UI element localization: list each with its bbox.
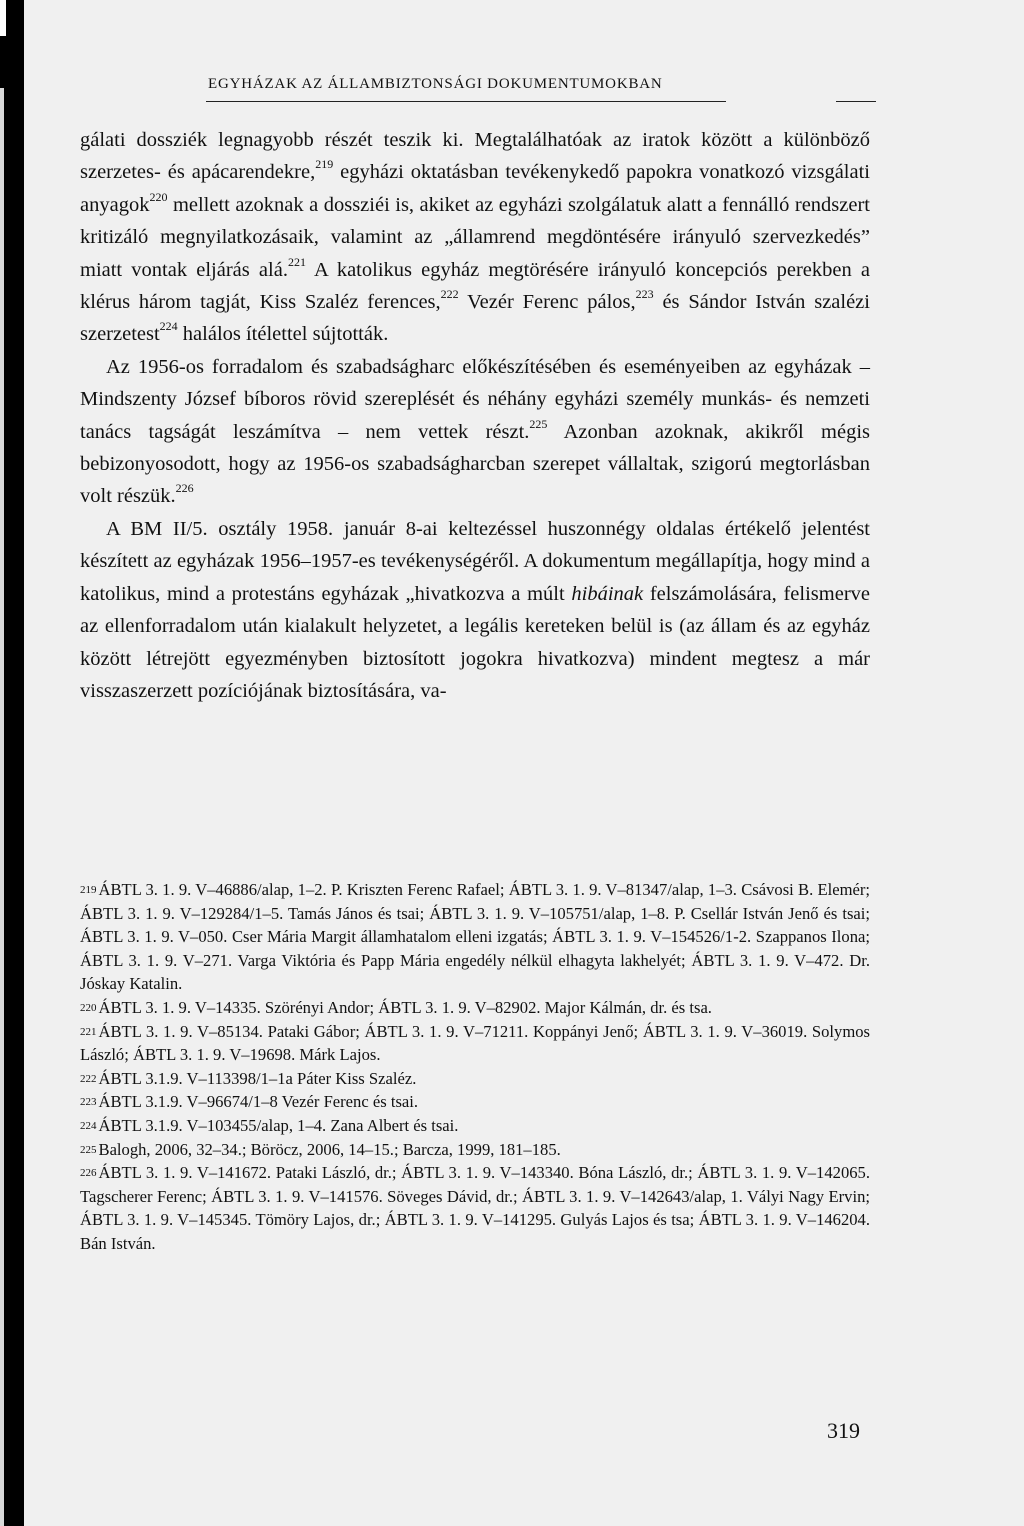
text-run: felszámolására, felismerve az ellenforradalom után kialakult helyzetet, a legális kereteken belül is (az állam és az egyház között létrejött egyezményben biztosított jogokra hivatkozva) mindent megtesz a már visszaszerzett pozíciójának biztosítására, va- [80,582,870,702]
footnote-ref: 226 [175,481,194,496]
footnote-text: Balogh, 2006, 32–34.; Böröcz, 2006, 14–15.; Barcza, 1999, 181–185. [98,1139,561,1159]
body-text [80,124,870,707]
footnote-number: 219 [80,884,97,896]
footnote [80,1114,870,1138]
footnote-ref: 220 [149,189,168,204]
footnote [80,1090,870,1114]
text-run: Vezér Ferenc pálos, [458,291,636,314]
footnote-text: ÁBTL 3. 1. 9. V–141672. Pataki László, dr.; ÁBTL 3. 1. 9. V–143340. Bóna László, dr.; ÁBTL 3. 1. 9. V–142065. Tagscherer Ferenc; ÁBTL 3. 1. 9. V–141576. Söveges Dávid, dr.; ÁBTL 3. 1. 9. V–142643/alap, 1. Vályi Nagy Ervin; ÁBTL 3. 1. 9. V–145345. Tömöry Lajos, dr.; ÁBTL 3. 1. 9. V–141295. Gulyás Lajos és tsa; ÁBTL 3. 1. 9. V–146204. Bán István. [80,1163,870,1253]
footnote-number: 223 [80,1096,97,1109]
text-run: és Sándor István szalézi szerzetest [80,291,870,346]
footnote [80,996,870,1020]
footnote-number: 226 [80,1167,97,1180]
text-run: Azonban azoknak, akikről mégis bebizonyosodott, hogy az 1956-os szabadságharcban szerepet vállaltak, szigorú megtorlásban volt részük. [80,420,871,508]
text-run: Az 1956-os forradalom és szabadságharc előkészítésében és eseményeiben az egyházak – Mindszenty József bíboros rövid szereplését és néhány egyházi személy munkás- és nemzeti tanács tagságát leszámítva – nem vettek részt. [80,355,870,443]
footnote-text: ÁBTL 3.1.9. V–103455/alap, 1–4. Zana Albert és tsai. [98,1115,459,1135]
footnote-text: ÁBTL 3. 1. 9. V–46886/alap, 1–2. P. Kriszten Ferenc Rafael; ÁBTL 3. 1. 9. V–81347/alap, 1–3. Csávosi B. Elemér; ÁBTL 3. 1. 9. V–129284/1–5. Tamás János és tsai; ÁBTL 3. 1. 9. V–105751/alap, 1–8. P. Csellár István Jenő és tsai; ÁBTL 3. 1. 9. V–050. Cser Mária Margit államhatalom elleni izgatás; ÁBTL 3. 1. 9. V–154526/1-2. Szappanos Ilona; ÁBTL 3. 1. 9. V–271. Varga Viktória és Papp Mária engedély nélkül elhagyta lakhelyét; ÁBTL 3. 1. 9. V–472. Dr. Jóskay Katalin. [80,880,870,994]
footnote [80,1020,870,1067]
footnote [80,1067,870,1091]
text-run: mellett azoknak a dossziéi is, akiket az egyházi szolgálatuk alatt a fennálló rendszert kritizáló megnyilatkozásaik, valamint az „államrend megdöntésére irányuló szervezkedés” miatt vontak eljárás alá. [80,193,870,281]
footnote-text: ÁBTL 3.1.9. V–96674/1–8 Vezér Ferenc és tsai. [98,1092,419,1112]
header-rule [206,101,726,102]
header-rule [836,101,876,102]
scan-edge [0,0,6,36]
text-run: halálos ítélettel sújtották. [177,323,389,346]
footnote-ref: 224 [159,319,178,334]
footnote-ref: 219 [315,157,334,172]
footnote-number: 221 [80,1025,97,1038]
footnote-ref: 222 [440,287,459,302]
text-run: A BM II/5. osztály 1958. január 8-ai keltezéssel huszonnégy oldalas értékelő jelentést készített az egyházak 1956–1957-es tevékenységéről. A dokumentum megállapítja, hogy mind a katolikus, mind a protestáns egyházak „hivatkozva a múlt [80,517,870,605]
page-number: 319 [827,1418,860,1443]
scan-edge [1010,0,1024,1526]
running-header: EGYHÁZAK AZ ÁLLAMBIZTONSÁGI DOKUMENTUMOKBAN [208,76,663,92]
paragraph [80,513,870,707]
footnote-number: 225 [80,1143,97,1156]
footnote-text: ÁBTL 3. 1. 9. V–14335. Szörényi Andor; ÁBTL 3. 1. 9. V–82902. Major Kálmán, dr. és tsa. [98,997,712,1017]
footnote-text: ÁBTL 3.1.9. V–113398/1–1a Páter Kiss Szaléz. [98,1068,417,1088]
scan-edge [0,88,4,1526]
footnote-ref: 225 [529,416,548,431]
footnote [80,1161,870,1255]
paragraph [80,351,870,513]
text-run: egyházi oktatásban tevékenykedő papokra vonatkozó vizsgálati anyagok [80,161,870,216]
italic-text: hibáinak [571,582,644,605]
footnote [80,878,870,996]
paragraph [80,124,870,351]
text-run: A katolikus egyház megtörésére irányuló koncepciós perekben a klérus három tagját, Kiss Szaléz ferences, [80,258,870,314]
footnote-ref: 221 [287,254,306,269]
footnote-number: 224 [80,1119,97,1132]
text-run: gálati dossziék legnagyobb részét teszik ki. Megtalálhatóak az iratok között a különböző szerzetes- és apácarendekre, [80,129,870,184]
footnote-text: ÁBTL 3. 1. 9. V–85134. Pataki Gábor; ÁBTL 3. 1. 9. V–71211. Koppányi Jenő; ÁBTL 3. 1. 9. V–36019. Solymos László; ÁBTL 3. 1. 9. V–19698. Márk Lajos. [80,1021,870,1065]
footnote [80,1138,870,1162]
footnotes [80,878,870,1256]
footnote-ref: 223 [635,287,654,302]
footnote-number: 222 [80,1072,97,1085]
footnote-number: 220 [80,1001,97,1014]
